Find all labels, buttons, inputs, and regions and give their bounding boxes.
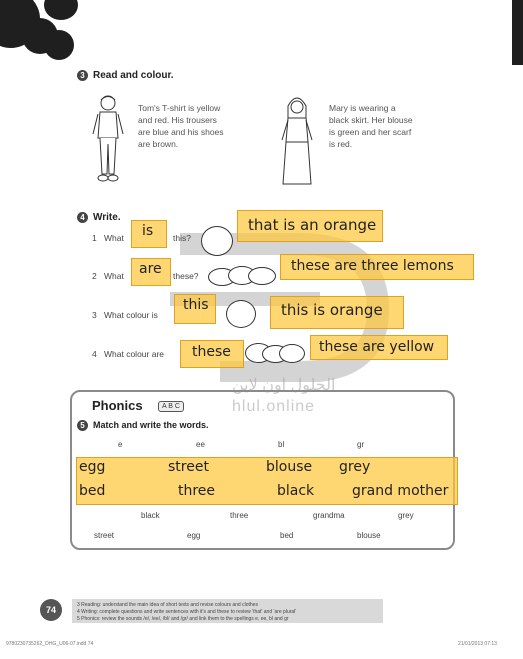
q1-blank-answer[interactable]: is — [131, 220, 167, 248]
section-4-title: Write. — [93, 212, 121, 223]
q2-answer[interactable]: these are three lemons — [280, 254, 474, 280]
q3-answer[interactable]: this is orange — [270, 296, 404, 329]
q4-blank-answer[interactable]: these — [180, 340, 244, 368]
q3-blank-answer[interactable]: this — [174, 294, 216, 324]
q2-post: these? — [173, 271, 199, 281]
letter-bl: bl — [278, 440, 285, 449]
word-black: black — [141, 511, 160, 520]
answer-blouse: blouse — [266, 459, 313, 475]
tom-figure — [90, 92, 126, 184]
section-3-number: 3 — [77, 70, 88, 81]
phonics-title: Phonics — [92, 398, 143, 413]
print-slug-right: 21/01/2013 07:13 — [458, 641, 497, 647]
word-bed: bed — [280, 531, 294, 540]
answer-street: street — [168, 459, 209, 475]
letter-ee: ee — [196, 440, 205, 449]
q3-pre: What colour is — [104, 310, 158, 320]
print-slug-left: 9780230735262_OHG_U06-07.indd 74 — [6, 641, 94, 647]
word-grey: grey — [398, 511, 414, 520]
answer-grey: grey — [339, 459, 371, 475]
mary-paragraph: Mary is wearing a black skirt. Her blouse is green and her scarf is red. — [329, 103, 413, 149]
q4-answer[interactable]: these are yellow — [310, 335, 448, 360]
section-5-instruction: Match and write the words. — [93, 420, 209, 430]
q2-blank-answer[interactable]: are — [131, 258, 171, 286]
q1-pre: What — [104, 233, 124, 243]
word-grandma: grandma — [313, 511, 345, 520]
watermark-arabic: الحلول اون لاين — [232, 377, 336, 394]
q4-pre: What colour are — [104, 349, 164, 359]
orange-icon — [226, 300, 256, 328]
mary-figure — [280, 92, 314, 190]
page-number: 74 — [40, 599, 62, 621]
q2-number: 2 — [92, 271, 97, 281]
answer-grand-mother: grand mother — [352, 483, 449, 499]
q3-number: 3 — [92, 310, 97, 320]
section-4-number: 4 — [77, 212, 88, 223]
phonics-badge: A B C — [158, 401, 184, 412]
word-egg: egg — [187, 531, 201, 540]
q1-number: 1 — [92, 233, 97, 243]
footer-note-4: 4 Writing: complete questions and write sentences with it's and these to review 'that' and 'are plural' — [77, 609, 297, 615]
letter-gr: gr — [357, 440, 365, 449]
q4-number: 4 — [92, 349, 97, 359]
tom-paragraph: Tom's T-shirt is yellow and red. His trousers are blue and his shoes are brown. — [138, 103, 224, 149]
right-edge-bar — [512, 0, 523, 65]
word-street: street — [94, 531, 115, 540]
section-3-title: Read and colour. — [93, 70, 174, 81]
footer-note-3: 3 Reading: understand the main idea of short texts and revise colours and clothes — [77, 602, 258, 608]
letter-e: e — [118, 440, 123, 449]
orange-icon — [201, 226, 233, 256]
word-three: three — [230, 511, 249, 520]
q1-answer[interactable]: that is an orange — [237, 210, 383, 242]
footer-note-5: 5 Phonics: review the sounds /e/, /ee/, /bl/ and /gr/ and link them to the spellings e, ee, bl and gr — [77, 616, 289, 622]
answer-bed: bed — [79, 483, 106, 499]
answer-three: three — [178, 483, 216, 499]
word-blouse: blouse — [357, 531, 381, 540]
watermark-latin: hlul.online — [232, 398, 316, 415]
q2-pre: What — [104, 271, 124, 281]
q1-post: this? — [173, 233, 191, 243]
section-5-number: 5 — [77, 420, 88, 431]
answer-egg: egg — [79, 459, 106, 475]
answer-black: black — [277, 483, 315, 499]
